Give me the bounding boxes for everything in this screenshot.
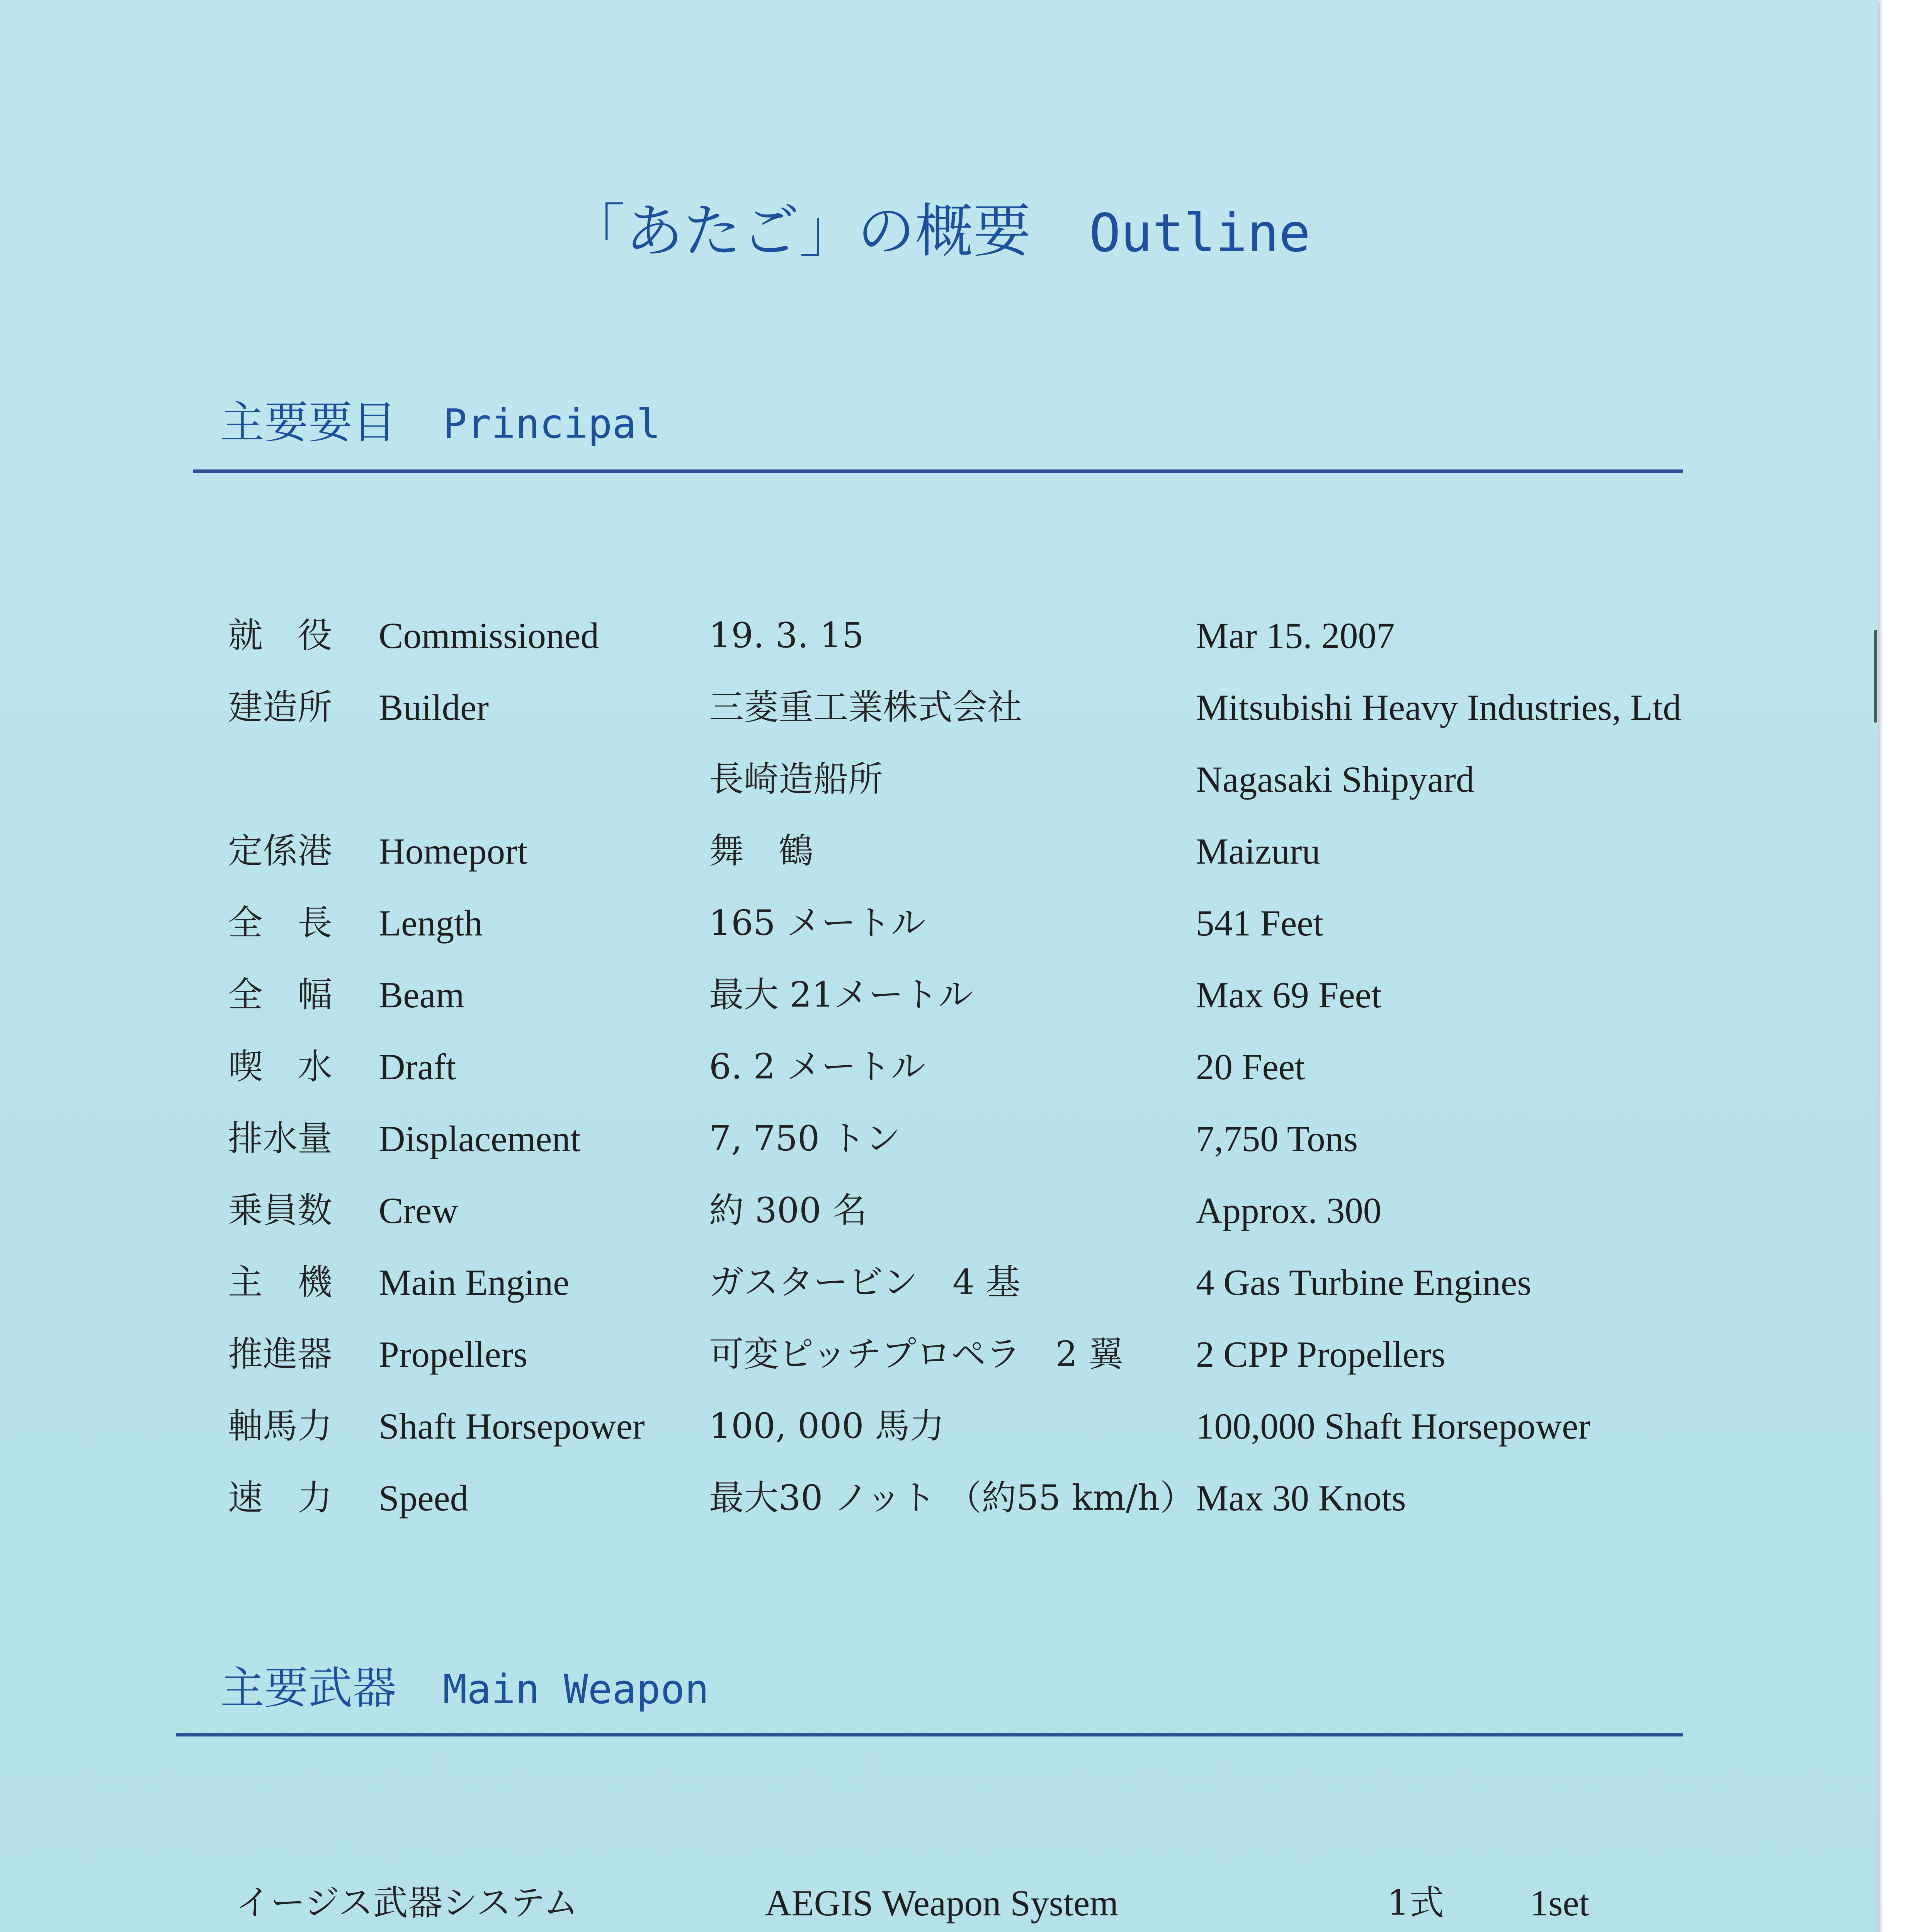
principal-value-en: Maizuru [1196,831,1320,872]
principal-value-jp: 19. 3. 15 [709,615,864,656]
principal-value-jp: 6. 2 メートル [709,1046,926,1087]
principal-value-en: Mar 15. 2007 [1196,615,1395,656]
principal-value-en: Approx. 300 [1196,1190,1382,1231]
principal-value-jp: 長崎造船所 [709,759,883,799]
principal-label-en: Shaft Horsepower [379,1406,645,1447]
principal-label-jp: 排水量 [228,1118,332,1159]
principal-divider [193,469,1683,473]
principal-label-en: Speed [379,1478,469,1519]
weapon-name-en: AEGIS Weapon System [765,1883,1119,1923]
principal-value-jp: 舞 鶴 [709,831,813,871]
principal-value-en: Nagasaki Shipyard [1196,759,1475,800]
principal-value-en: Max 69 Feet [1196,975,1382,1015]
principal-label-jp: 定係港 [228,831,332,871]
principal-value-jp: 三菱重工業株式会社 [709,687,1022,728]
principal-label-jp: 就 役 [228,615,332,656]
principal-value-en: 2 CPP Propellers [1196,1334,1446,1375]
principal-label-en: Displacement [379,1118,581,1159]
principal-value-en: 100,000 Shaft Horsepower [1196,1406,1591,1447]
weapons-heading [220,1660,709,1718]
principal-value-jp: 最大30 ノット （約55 km/h） [709,1478,1195,1518]
principal-label-en: Builder [379,687,489,728]
weapons-divider [176,1733,1683,1736]
principal-label-jp: 主 機 [228,1262,332,1303]
principal-value-jp: 7, 750 トン [709,1118,900,1159]
principal-heading-en: Principal [443,400,661,447]
principal-value-jp: 可変ピッチプロペラ 2 翼 [709,1334,1124,1374]
principal-label-en: Commissioned [379,615,599,656]
principal-label-jp: 全 長 [228,903,332,943]
principal-label-en: Main Engine [379,1262,570,1303]
principal-value-jp: 100, 000 馬力 [709,1406,945,1446]
binding-mark [1874,630,1877,723]
principal-label-jp: 建造所 [228,687,332,728]
principal-value-en: 541 Feet [1196,903,1323,944]
principal-label-en: Beam [379,975,464,1015]
principal-label-jp: 軸馬力 [228,1406,332,1446]
title-en: Outline [1089,203,1311,264]
principal-label-jp: 速 力 [228,1478,332,1518]
principal-value-en: 20 Feet [1196,1046,1305,1087]
principal-value-jp: 最大 21メートル [709,975,973,1015]
weapon-name-jp: イージス武器システム [236,1883,578,1923]
weapon-qty-jp: 1式 [1387,1883,1444,1923]
principal-value-en: 4 Gas Turbine Engines [1196,1262,1532,1303]
principal-heading-jp: 主要要目 [220,398,397,447]
weapons-heading-jp: 主要武器 [220,1664,397,1713]
principal-label-jp: 全 幅 [228,975,332,1015]
principal-label-en: Homeport [379,831,528,872]
principal-value-jp: 165 メートル [709,903,926,943]
principal-heading [220,394,661,453]
principal-value-jp: 約 300 名 [709,1190,867,1231]
principal-label-jp: 推進器 [228,1334,332,1374]
principal-value-en: 7,750 Tons [1196,1118,1358,1159]
weapon-qty-en: 1set [1530,1883,1590,1923]
principal-value-en: Max 30 Knots [1196,1478,1406,1519]
principal-label-en: Crew [379,1190,458,1231]
principal-label-jp: 喫 水 [228,1046,332,1087]
principal-label-en: Propellers [379,1334,528,1375]
principal-label-jp: 乗員数 [228,1190,332,1231]
principal-value-en: Mitsubishi Heavy Industries, Ltd [1196,687,1682,728]
page-title [0,193,1878,272]
principal-label-en: Length [379,903,483,944]
weapons-heading-en: Main Weapon [443,1666,709,1713]
principal-label-en: Draft [379,1046,456,1087]
title-jp: 「あたご」の概要 [567,200,1031,264]
principal-value-jp: ガスタービン 4 基 [709,1262,1020,1303]
